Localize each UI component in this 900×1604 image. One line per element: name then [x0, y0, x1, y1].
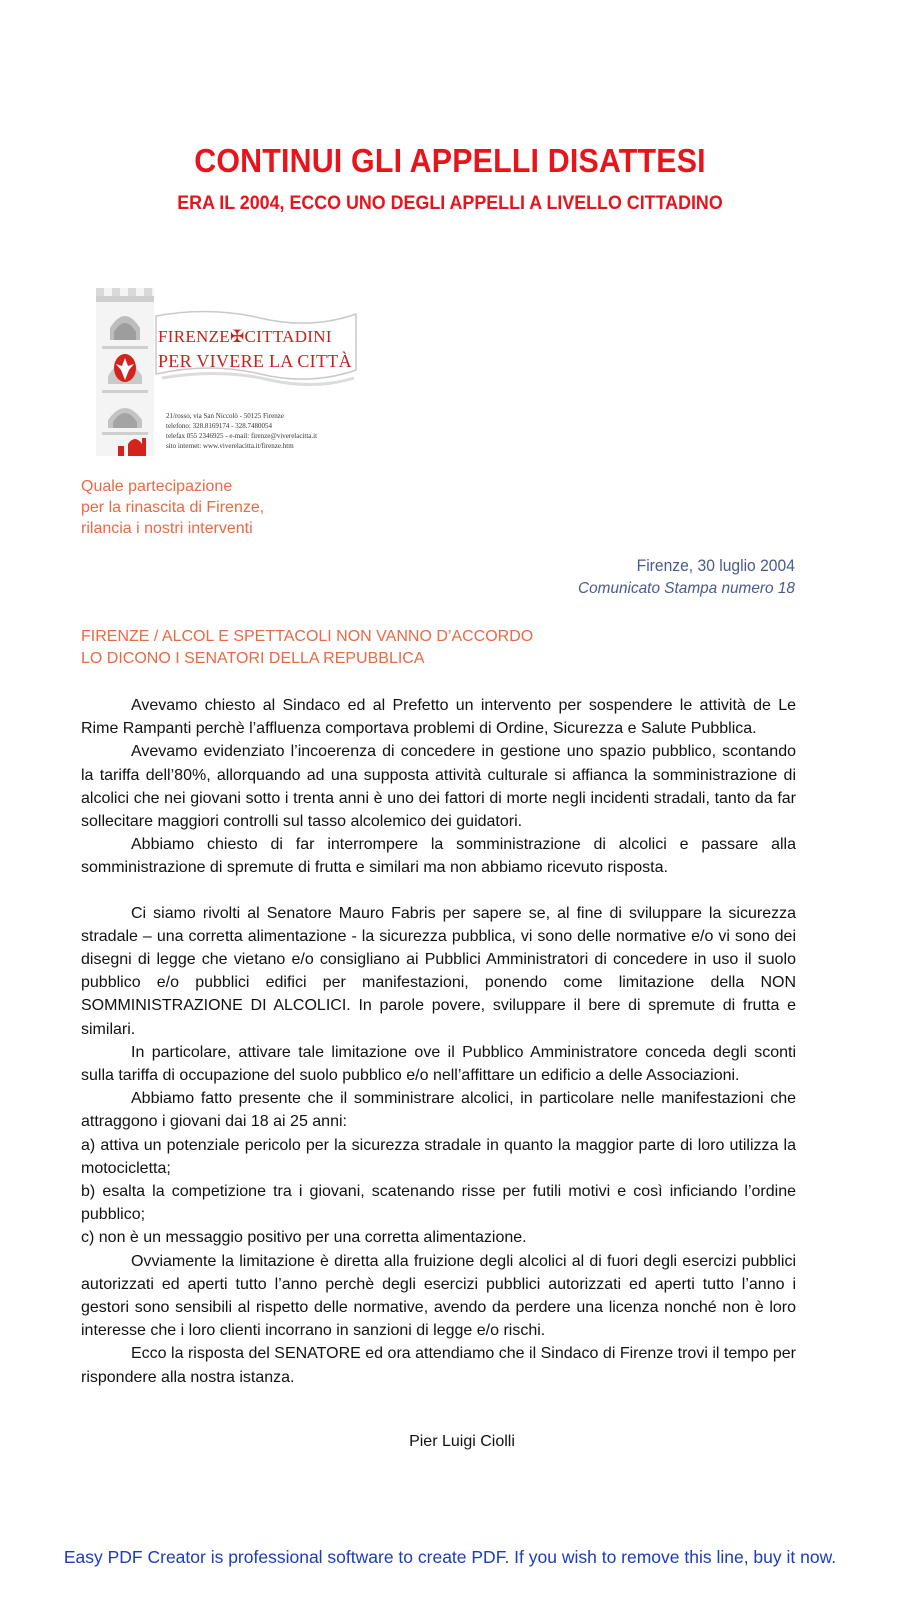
list-item: c) non è un messaggio positivo per una corretta alimentazione.: [81, 1229, 527, 1247]
phone-line: telefono: 328.8169174 - 328.7480054: [166, 422, 272, 430]
tagline-line: rilancia i nostri interventi: [81, 520, 253, 537]
tagline-line: per la rinascita di Firenze,: [81, 499, 265, 516]
fax-email-line: telefax 055 2346925 - e-mail: firenze@viverelacitta.it: [166, 432, 318, 440]
paragraph: Ovviamente la limitazione è diretta alla fruizione degli alcolici al di fuori degli esercizi pubblici autorizzati ed aperti tutto l’anno perchè degli esercizi pubblici autorizzati ed aperti tutto l’anno i gestori sono sensibili al rispetto delle normative, avendo da perdere una licenza nonché non è loro interesse che i loro clienti incorrano in sanzioni di legge e/o rischi.: [81, 1252, 796, 1340]
list-item: a) attiva un potenziale pericolo per la sicurezza stradale in quanto la maggior parte di loro utilizza la motocicletta;: [81, 1136, 796, 1177]
website-line: sito internet: www.viverelacitta.it/firenze.htm: [166, 442, 294, 450]
paragraph: Ci siamo rivolti al Senatore Mauro Fabris per sapere se, al fine di sviluppare la sicurezza stradale – una corretta alimentazione - la sicurezza pubblica, vi sono delle normative e/o vi sono dei disegni di legge che vietano e/o consigliano ai Pubblici Amministratori di concedere in uso il suolo pubblico e/o pubblici edifici per manifestazioni, ponendo come limitazione della NON SOMMINISTRAZIONE DI ALCOLICI. In parole povere, sviluppare il bere di spremute di frutta e similari.: [81, 904, 796, 1038]
pdf-creator-footer: Easy PDF Creator is professional software to create PDF. If you wish to remove this line, buy it now.: [63, 1547, 837, 1567]
page-subtitle: ERA IL 2004, ECCO UNO DEGLI APPELLI A LIVELLO CITTADINO: [177, 193, 723, 214]
address-line: 21/rosso, via San Niccolò - 50125 Firenze: [166, 412, 285, 420]
signature: [0, 1433, 900, 1451]
list-item: b) esalta la competizione tra i giovani, scatenando risse per futili motivi e così inficiando l’ordine pubblico;: [81, 1183, 796, 1224]
paragraph: In particolare, attivare tale limitazione ove il Pubblico Amministratore conceda degli sconti sulla tariffa di occupazione del suolo pubblico e/o nell’affittare un edificio a delle Associazioni.: [81, 1043, 796, 1085]
subject-heading: [81, 626, 533, 670]
body-text: [81, 694, 796, 1389]
place-date: Firenze, 30 luglio 2004: [636, 556, 795, 575]
signature-name: Pier Luigi Ciolli: [409, 1433, 515, 1450]
paragraph: Ecco la risposta del SENATORE ed ora attendiamo che il Sindaco di Firenze trovi il tempo per rispondere alla nostra istanza.: [81, 1345, 796, 1386]
page-title: CONTINUI GLI APPELLI DISATTESI: [194, 142, 706, 179]
dateline: [569, 554, 795, 600]
press-release-number: Comunicato Stampa numero 18: [578, 580, 795, 597]
paragraph: Avevamo chiesto al Sindaco ed al Prefetto un intervento per sospendere le attività de Le Rime Rampanti perchè l’affluenza comportava problemi di Ordine, Sicurezza e Salute Pubblica.: [81, 697, 796, 738]
logo-line-1: FIRENZE✠CITTADINI: [158, 327, 332, 346]
tagline: [81, 476, 264, 539]
logo-address-block: [166, 411, 317, 451]
paragraph: Avevamo evidenziato l’incoerenza di concedere in gestione uno spazio pubblico, scontando la tariffa dell’80%, allorquando ad una supposta attività culturale si affianca la somministrazione di alcolici che nei giovani sotto i trenta anni è uno dei fattori di morte negli incidenti stradali, tanto da far sollecitare maggiori controlli sul tasso alcolemico dei guidatori.: [81, 743, 796, 831]
subject-line: LO DICONO I SENATORI DELLA REPUBBLICA: [81, 650, 425, 667]
tagline-line: Quale partecipazione: [81, 478, 233, 495]
paragraph: Abbiamo chiesto di far interrompere la somministrazione di alcolici e passare alla somministrazione di spremute di frutta e similari ma non abbiamo ricevuto risposta.: [81, 836, 796, 877]
subject-line: FIRENZE / ALCOL E SPETTACOLI NON VANNO D’ACCORDO: [81, 628, 534, 645]
paragraph: Abbiamo fatto presente che il somministrare alcolici, in particolare nelle manifestazioni che attraggono i giovani dai 18 ai 25 anni:: [81, 1090, 796, 1131]
logo-line-2: PER VIVERE LA CITTÀ: [158, 351, 352, 371]
